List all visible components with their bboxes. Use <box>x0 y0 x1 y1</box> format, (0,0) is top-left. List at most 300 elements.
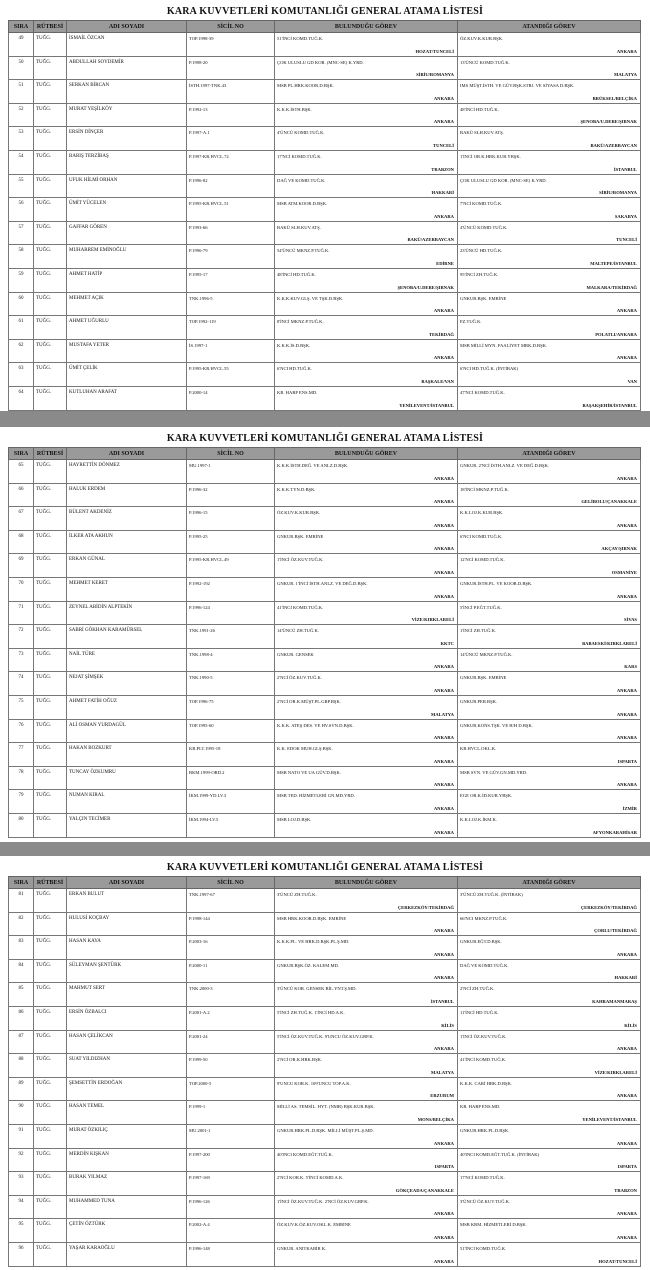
table-row <box>9 103 641 127</box>
cell-new-post <box>458 339 641 363</box>
cell-current-post <box>275 150 458 174</box>
cell-current-post <box>275 80 458 104</box>
post-location: TUNCELİ <box>616 237 637 243</box>
cell-current-post <box>275 483 458 507</box>
post-unit: 1'İNCİ ÖZ.KUV.TUĞ.K. <box>460 1033 507 1039</box>
cell-sicil: MU.2001-1 <box>187 1124 275 1148</box>
post-unit: 13'ÜNCÜ KOMD.TUĞ.K. <box>460 59 510 65</box>
table-row <box>9 1172 641 1196</box>
cell-sira: 82 <box>9 912 34 936</box>
post-unit: GNKUR.HRK.PL.D.BŞK. <box>460 1127 510 1133</box>
post-location: ANKARA <box>616 687 637 693</box>
cell-sicil: P.1996-15 <box>187 507 275 531</box>
post-location: AFYONKARAHİSAR <box>592 829 637 835</box>
col-sicil: SİCİL NO <box>187 877 275 889</box>
post-location: ÇERKEZKÖY/TEKİRDAĞ <box>397 904 454 910</box>
cell-sicil: TNK.1996-5 <box>187 292 275 316</box>
post-unit: 2'NCİ KOR.K. 5'İNCİ KOMD.A.K. <box>277 1175 344 1181</box>
cell-current-post <box>275 316 458 340</box>
post-location: ISPARTA <box>617 1164 637 1170</box>
cell-sira: 65 <box>9 460 34 484</box>
cell-name: SABRİ GÖKHAN KARAMÜRSEL <box>67 625 187 649</box>
post-location: ISPARTA <box>617 758 637 764</box>
post-unit: 3'ÜNCÜ ÖZ.KUV.TUĞ.K. <box>460 1198 511 1204</box>
cell-current-post <box>275 983 458 1007</box>
post-unit: ÖZ.KUV.K.ÖZ.KUV.OKL.K. EMRİNE <box>277 1222 351 1228</box>
post-location: MONS/BELÇİKA <box>417 1116 454 1122</box>
cell-current-post <box>275 33 458 57</box>
post-unit: GNKUR. 1'İNCİ İSTH.ANLZ. VE DEĞ.D.BŞK. <box>277 580 368 586</box>
post-unit: GNKUR. GENSEK <box>277 651 314 657</box>
assignment-table <box>8 876 641 1267</box>
cell-current-post <box>275 103 458 127</box>
table-row <box>9 672 641 696</box>
table-row <box>9 1006 641 1030</box>
post-location: İSTANBUL <box>430 998 454 1004</box>
table-row <box>9 1242 641 1266</box>
cell-sira: 49 <box>9 33 34 57</box>
cell-name: HASAN TEMEL <box>67 1101 187 1125</box>
table-row <box>9 56 641 80</box>
cell-name: ERSİN DİNÇER <box>67 127 187 151</box>
cell-current-post <box>275 766 458 790</box>
cell-name: HULUSİ KOÇBAY <box>67 912 187 936</box>
cell-name: HAYRETTİN DÖNMEZ <box>67 460 187 484</box>
cell-sicil: P.1995-KR.HVCL.51 <box>187 198 275 222</box>
cell-new-post <box>458 577 641 601</box>
post-unit: MSB MİLLİ MYN. FAALİYET MRK.D.BŞK. <box>460 342 548 348</box>
cell-name: AHMET FATİH OĞUZ <box>67 695 187 719</box>
table-row <box>9 530 641 554</box>
post-unit: K.K.K. ATEŞ DES. VE HV.SVN.D.BŞK. <box>277 722 354 728</box>
cell-sira: 56 <box>9 198 34 222</box>
post-unit: 23'ÜNCÜ HD.TUĞ.K. <box>460 248 503 254</box>
cell-rutbe: TUĞG. <box>34 1101 67 1125</box>
page-title: KARA KUVVETLERİ KOMUTANLIĞI GENERAL ATAMA LİSTESİ <box>166 433 484 444</box>
table-row <box>9 577 641 601</box>
cell-sira: 92 <box>9 1148 34 1172</box>
table-row <box>9 1077 641 1101</box>
cell-name: HASAN ÇELİKCAN <box>67 1030 187 1054</box>
cell-name: ERKAN GÜNAL <box>67 554 187 578</box>
cell-rutbe: TUĞG. <box>34 292 67 316</box>
cell-new-post <box>458 625 641 649</box>
table-row <box>9 1219 641 1243</box>
cell-sicil: P.1998-144 <box>187 912 275 936</box>
cell-rutbe: TUĞG. <box>34 766 67 790</box>
post-location: BRÜKSEL/BELÇİKA <box>592 95 637 101</box>
post-unit: ÇOK ULUSLU GD KOR. (MNC-SE) K.YRD. <box>460 177 547 183</box>
cell-current-post <box>275 530 458 554</box>
cell-name: MUHAMMED TUNA <box>67 1195 187 1219</box>
cell-sicil: BKM.1999-ORD.2 <box>187 766 275 790</box>
cell-current-post <box>275 507 458 531</box>
cell-current-post <box>275 245 458 269</box>
cell-new-post <box>458 1006 641 1030</box>
post-unit: 5'İNCİ P.EĞT.TUĞ.K. <box>460 604 502 610</box>
post-unit: MSB TED. HİZMETLERİ GN.MD.YRD. <box>277 793 355 799</box>
post-location: ANKARA <box>616 355 637 361</box>
cell-sira: 59 <box>9 268 34 292</box>
cell-current-post <box>275 719 458 743</box>
post-location: ÇERKEZKÖY/TEKİRDAĞ <box>580 904 637 910</box>
cell-sicil: KR.PLT.1995-18 <box>187 743 275 767</box>
post-unit: 3'ÜNCÜ ZH.TUĞ.K. (İNTİBAK) <box>460 892 523 897</box>
table-row <box>9 1101 641 1125</box>
table-row <box>9 507 641 531</box>
page-separator <box>0 411 650 427</box>
cell-name: ERSİN ÖZBALCI <box>67 1006 187 1030</box>
cell-new-post <box>458 912 641 936</box>
col-current-post: BULUNDUĞU GÖREV <box>275 877 458 889</box>
cell-sira: 80 <box>9 813 34 837</box>
cell-rutbe: TUĞG. <box>34 554 67 578</box>
cell-sira: 64 <box>9 386 34 410</box>
cell-sicil: P.1996-126 <box>187 1195 275 1219</box>
cell-sira: 61 <box>9 316 34 340</box>
cell-rutbe: TUĞG. <box>34 648 67 672</box>
cell-name: ÜMİT ÇELİK <box>67 363 187 387</box>
cell-name: MEHMET AÇIK <box>67 292 187 316</box>
col-new-post: ATANDIĞI GÖREV <box>458 21 641 33</box>
cell-name: MURAT ÖZKILIÇ <box>67 1124 187 1148</box>
post-location: BABAESKİ/KIRKLARELİ <box>582 640 637 646</box>
col-sicil: SİCİL NO <box>187 448 275 460</box>
cell-new-post <box>458 983 641 1007</box>
post-unit: BAKÜ SLH.KUV.ATŞ. <box>460 130 504 136</box>
post-unit: MSB ATM.KOOR.D.BŞK. <box>277 201 328 207</box>
cell-rutbe: TUĞG. <box>34 56 67 80</box>
cell-current-post <box>275 460 458 484</box>
cell-new-post <box>458 672 641 696</box>
cell-sicil: TNK.2000-3 <box>187 983 275 1007</box>
cell-sicil: P.1997-200 <box>187 1148 275 1172</box>
cell-name: GAFFAR GÖREN <box>67 221 187 245</box>
cell-rutbe: TUĞG. <box>34 1054 67 1078</box>
cell-sicil: MU.1997-1 <box>187 460 275 484</box>
table-row <box>9 268 641 292</box>
col-sira: SIRA <box>9 448 34 460</box>
cell-name: HALUK ERDEM <box>67 483 187 507</box>
page-title: KARA KUVVETLERİ KOMUTANLIĞI GENERAL ATAMA LİSTESİ <box>166 862 484 873</box>
cell-sicil: TOP.1998-39 <box>187 33 275 57</box>
cell-name: İSMAİL ÖZCAN <box>67 33 187 57</box>
cell-sira: 57 <box>9 221 34 245</box>
cell-sicil: P.1996-32 <box>187 483 275 507</box>
post-location: ANKARA <box>433 475 454 481</box>
cell-new-post <box>458 1124 641 1148</box>
post-unit: 7'NCİ KOMD.TUĞ.K. <box>460 201 503 207</box>
post-location: HOZAT/TUNCELİ <box>598 1258 637 1264</box>
post-unit: ÇOK ULUSLU GD KOR. (MNC-SE) K.YRD. <box>277 59 364 65</box>
post-location: TRABZON <box>431 166 454 172</box>
cell-rutbe: TUĞG. <box>34 695 67 719</box>
post-location: TEKİRDAĞ <box>428 331 454 337</box>
list-page-1 <box>0 0 650 411</box>
post-unit: 2'NCİ OR.K.MÜŞT.PL.GRP.BŞK. <box>277 698 341 704</box>
cell-new-post <box>458 1054 641 1078</box>
post-location: KARS <box>624 664 637 670</box>
post-unit: MİLLİ AS. TEMSİL. HYT. (NMR) BŞK.KUR.BŞK. <box>277 1104 375 1110</box>
post-unit: 1'İNCİ ÖZ.KUV.TUĞ.K. <box>277 557 324 563</box>
post-unit: K.K.LOJ.K.KUR.BŞK. <box>460 510 504 516</box>
cell-name: UFUK HİLMİ ORHAN <box>67 174 187 198</box>
cell-sira: 75 <box>9 695 34 719</box>
cell-current-post <box>275 695 458 719</box>
cell-name: MAHMUT SERT <box>67 983 187 1007</box>
cell-sira: 71 <box>9 601 34 625</box>
cell-new-post <box>458 1195 641 1219</box>
post-unit: K.K.K.İSTH.BŞK. <box>277 106 312 112</box>
col-name: ADI SOYADI <box>67 448 187 460</box>
cell-current-post <box>275 625 458 649</box>
cell-name: AHMET UĞURLU <box>67 316 187 340</box>
post-location: BAKÜ/AZERBAYCAN <box>407 237 454 243</box>
post-unit: K.K.K.KUV.GLŞ. VE TŞK.D.BŞK. <box>277 295 344 301</box>
cell-name: ERKAN BULUT <box>67 889 187 913</box>
cell-rutbe: TUĞG. <box>34 1242 67 1266</box>
post-unit: 40'INCI KOMD.EĞT.TUĞ.K. (İNTİBAK) <box>460 1151 540 1157</box>
post-location: ANKARA <box>616 1046 637 1052</box>
post-unit: 41'İNCİ KOMD.TUĞ.K. <box>277 604 324 610</box>
table-row <box>9 127 641 151</box>
cell-rutbe: TUĞG. <box>34 1195 67 1219</box>
post-location: ERZURUM <box>430 1093 454 1099</box>
post-unit: KR. HARP ENS.MD. <box>460 1104 501 1110</box>
cell-rutbe: TUĞG. <box>34 339 67 363</box>
cell-current-post <box>275 339 458 363</box>
table-row <box>9 766 641 790</box>
post-unit: MSB SVN. VE GÜV.GN.MD.YRD. <box>460 769 528 775</box>
col-current-post: BULUNDUĞU GÖREV <box>275 448 458 460</box>
cell-sira: 95 <box>9 1219 34 1243</box>
post-location: SİVAS <box>624 617 637 623</box>
cell-sira: 89 <box>9 1077 34 1101</box>
post-unit: 9'UNCU KOR.K. 109'UNCU TOP.A.K. <box>277 1080 351 1086</box>
post-unit: GNKUR.EĞT.D.BŞK. <box>460 939 502 945</box>
post-location: ANKARA <box>433 355 454 361</box>
cell-rutbe: TUĞG. <box>34 460 67 484</box>
list-page-3 <box>0 856 650 1267</box>
cell-sicil: P.1999-1 <box>187 1101 275 1125</box>
cell-new-post <box>458 1219 641 1243</box>
cell-sicil: P.1995-17 <box>187 268 275 292</box>
col-name: ADI SOYADI <box>67 877 187 889</box>
cell-rutbe: TUĞG. <box>34 1006 67 1030</box>
cell-rutbe: TUĞG. <box>34 33 67 57</box>
post-location: YENİLEVENT/İSTANBUL <box>582 1116 637 1122</box>
post-location: ANKARA <box>433 975 454 981</box>
cell-new-post <box>458 959 641 983</box>
cell-rutbe: TUĞG. <box>34 483 67 507</box>
post-unit: 5'İNCİ ÖZ.KUV.TUĞ.K. 9'UNCU ÖZ.KUV.GRP.K. <box>277 1033 374 1039</box>
post-unit: EGE OR.K.İD.KUR.YBŞK. <box>460 793 513 799</box>
cell-sicil: P.1992-192 <box>187 577 275 601</box>
cell-name: NUMAN KIRAL <box>67 790 187 814</box>
post-unit: 66'NCI MKNZ.P.TUĞ.K. <box>460 915 508 921</box>
cell-sira: 72 <box>9 625 34 649</box>
cell-name: HAKAN BOZKURT <box>67 743 187 767</box>
post-location: ANKARA <box>616 1140 637 1146</box>
cell-current-post <box>275 198 458 222</box>
post-location: ANKARA <box>433 1211 454 1217</box>
cell-name: MEHMET KERET <box>67 577 187 601</box>
cell-new-post <box>458 1172 641 1196</box>
cell-new-post <box>458 33 641 57</box>
cell-sicil: P.2001-A.2 <box>187 1006 275 1030</box>
cell-sicil: TOP.2000-5 <box>187 1077 275 1101</box>
cell-sicil: TNK.1998-4 <box>187 648 275 672</box>
list-page-2 <box>0 427 650 838</box>
post-unit: K.K.K. CARİ HRK.D.BŞK. <box>460 1080 513 1086</box>
cell-sira: 76 <box>9 719 34 743</box>
table-row <box>9 959 641 983</box>
cell-rutbe: TUĞG. <box>34 1219 67 1243</box>
table-row <box>9 743 641 767</box>
post-unit: 17'NCİ KOMD.TUĞ.K. <box>460 1175 505 1181</box>
cell-name: KUTLUHAN ARAFAT <box>67 386 187 410</box>
post-unit: 41'İNCİ KOMD.TUĞ.K. <box>460 1057 507 1063</box>
cell-current-post <box>275 268 458 292</box>
post-unit: MSB PL.HRK.KOOR.D.BŞK. <box>277 83 334 89</box>
cell-new-post <box>458 198 641 222</box>
cell-sira: 96 <box>9 1242 34 1266</box>
cell-sicil: İKM.1994-LV.5 <box>187 813 275 837</box>
post-unit: 2'NCİ ZH.TUĞ.K. <box>460 986 495 992</box>
cell-sira: 63 <box>9 363 34 387</box>
post-location: ANKARA <box>616 1211 637 1217</box>
cell-current-post <box>275 912 458 936</box>
cell-new-post <box>458 813 641 837</box>
cell-rutbe: TUĞG. <box>34 245 67 269</box>
cell-new-post <box>458 743 641 767</box>
post-location: ANKARA <box>433 758 454 764</box>
cell-current-post <box>275 386 458 410</box>
table-row <box>9 386 641 410</box>
post-location: MALATYA <box>431 711 454 717</box>
cell-sicil: P.1996-124 <box>187 601 275 625</box>
cell-new-post <box>458 56 641 80</box>
cell-sicil: P.2003-16 <box>187 936 275 960</box>
cell-sicil: TOP.1996-75 <box>187 695 275 719</box>
cell-new-post <box>458 554 641 578</box>
cell-sira: 90 <box>9 1101 34 1125</box>
cell-rutbe: TUĞG. <box>34 983 67 1007</box>
cell-sicil: İSTH.1997-TNK.43 <box>187 80 275 104</box>
post-unit: 3'ÜNCÜ KOR. GENSEK BİL.YNT.Ş.MD. <box>277 986 357 992</box>
post-unit: MSB LOJ.D.BŞK. <box>277 816 312 822</box>
post-unit: 6'NCI KOMD.TUĞ.K. <box>460 533 503 539</box>
cell-sira: 67 <box>9 507 34 531</box>
post-location: ISPARTA <box>434 1164 454 1170</box>
col-sira: SIRA <box>9 877 34 889</box>
post-location: HOZAT/TUNCELİ <box>415 48 454 54</box>
cell-rutbe: TUĞG. <box>34 386 67 410</box>
cell-current-post <box>275 1054 458 1078</box>
post-unit: K.K.LOJ.K.İKM.K. <box>460 816 498 822</box>
post-location: ANKARA <box>433 593 454 599</box>
table-row <box>9 150 641 174</box>
cell-name: İLKER ATA AKHUN <box>67 530 187 554</box>
cell-sira: 78 <box>9 766 34 790</box>
cell-new-post <box>458 268 641 292</box>
cell-rutbe: TUĞG. <box>34 625 67 649</box>
cell-name: MURAT YEŞİLKÖY <box>67 103 187 127</box>
cell-current-post <box>275 1148 458 1172</box>
cell-name: HASAN KAYA <box>67 936 187 960</box>
cell-name: BURAK YILMAZ <box>67 1172 187 1196</box>
cell-rutbe: TUĞG. <box>34 672 67 696</box>
table-row <box>9 1195 641 1219</box>
cell-sicil: P.1995-KR.HVCL.55 <box>187 363 275 387</box>
col-new-post: ATANDIĞI GÖREV <box>458 448 641 460</box>
post-unit: 2'NCİ ÖZ.KUV.TUĞ.K. <box>277 675 323 681</box>
table-header-row <box>9 448 641 460</box>
cell-rutbe: TUĞG. <box>34 813 67 837</box>
cell-name: SERKAN BİRCAN <box>67 80 187 104</box>
cell-new-post <box>458 790 641 814</box>
cell-name: ZEYNEL ABİDİN ALPTEKİN <box>67 601 187 625</box>
post-location: VİZE/KIRKLARELİ <box>411 617 454 623</box>
table-row <box>9 221 641 245</box>
post-unit: 40'INCI KOMD.EĞT.TUĞ.K. <box>277 1151 333 1157</box>
table-row <box>9 554 641 578</box>
table-header-row <box>9 877 641 889</box>
post-unit: 54'ÜNCÜ MKNZ.P.TUĞ.K. <box>277 248 330 254</box>
cell-current-post <box>275 1242 458 1266</box>
cell-new-post <box>458 530 641 554</box>
post-unit: IMS MÜŞT.İSTH. VE GÜV.BŞK.STRJ. VE SİYASA D.BŞK. <box>460 83 575 89</box>
table-row <box>9 813 641 837</box>
cell-rutbe: TUĞG. <box>34 268 67 292</box>
cell-new-post <box>458 150 641 174</box>
post-location: BAŞAKŞEHİR/İSTANBUL <box>582 402 637 408</box>
cell-name: MUHARREM EMİNOĞLU <box>67 245 187 269</box>
cell-current-post <box>275 221 458 245</box>
post-unit: 48'İNCİ HD.TUĞ.K. <box>277 271 316 277</box>
post-location: MALATYA <box>431 1069 454 1075</box>
post-location: ANKARA <box>433 1046 454 1052</box>
cell-sicil: TNK.1990-5 <box>187 672 275 696</box>
cell-new-post <box>458 221 641 245</box>
post-unit: FZ.TUĞ.K. <box>460 319 482 325</box>
post-location: ANKARA <box>616 951 637 957</box>
cell-rutbe: TUĞG. <box>34 1124 67 1148</box>
post-unit: 6'NCI HD.TUĞ.K. (İNTİBAK) <box>460 366 519 372</box>
table-row <box>9 719 641 743</box>
post-location: KİLİS <box>624 1022 637 1028</box>
cell-new-post <box>458 695 641 719</box>
post-location: ANKARA <box>433 569 454 575</box>
col-new-post: ATANDIĞI GÖREV <box>458 877 641 889</box>
cell-new-post <box>458 889 641 913</box>
page-title: KARA KUVVETLERİ KOMUTANLIĞI GENERAL ATAMA LİSTESİ <box>166 6 484 17</box>
cell-sicil: P.1993-66 <box>187 221 275 245</box>
cell-sira: 68 <box>9 530 34 554</box>
post-unit: GNKUR.BŞK. EMRİNE <box>460 295 507 301</box>
post-unit: K.K.K.TYN.D.BŞK. <box>277 486 316 492</box>
post-location: BAŞKALE/VAN <box>421 378 454 384</box>
cell-sicil: P.2001-24 <box>187 1030 275 1054</box>
cell-rutbe: TUĞG. <box>34 1030 67 1054</box>
cell-sicil: P.2000-14 <box>187 386 275 410</box>
post-unit: 5'İNCİ ZH.TUĞ.K. 1'İNCİ HD.A.K. <box>277 1009 345 1015</box>
cell-current-post <box>275 56 458 80</box>
post-unit: 1'İNCİ OR.K.HRK.KUR.YBŞK. <box>460 153 521 159</box>
cell-name: SUAT YILDIZHAN <box>67 1054 187 1078</box>
post-location: TUNCELİ <box>433 142 454 148</box>
col-rutbe: RÜTBESİ <box>34 877 67 889</box>
